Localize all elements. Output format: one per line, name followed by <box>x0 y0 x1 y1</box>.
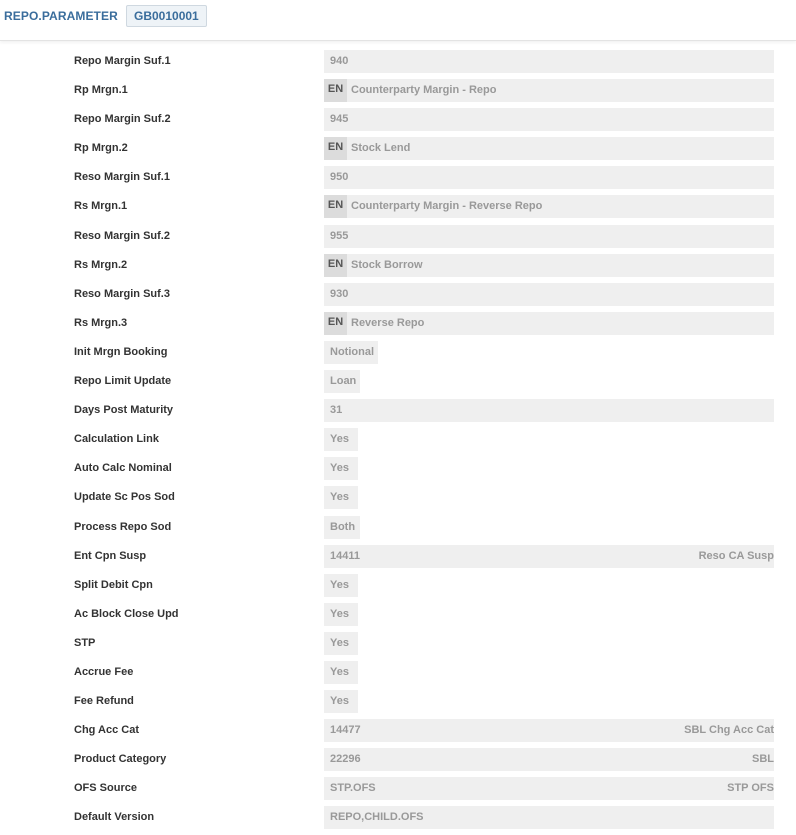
field-value: REPO,CHILD.OFS <box>330 811 424 824</box>
field-description: STP OFS <box>727 782 774 795</box>
field-label: Rs Mrgn.1 <box>74 200 128 213</box>
field-value: Yes <box>330 491 349 504</box>
rs-mrgn-1-field[interactable] <box>324 195 774 218</box>
field-label: Product Category <box>74 753 167 766</box>
field-row-ent-cpn-susp <box>0 542 796 571</box>
field-row-product-category <box>0 745 796 774</box>
chg-acc-cat-field[interactable] <box>324 719 774 742</box>
field-row-auto-calc-nominal <box>0 454 796 483</box>
field-label: Rp Mrgn.2 <box>74 142 128 155</box>
days-post-maturity-field[interactable] <box>324 399 774 422</box>
update-sc-pos-sod-field[interactable] <box>324 486 358 509</box>
rp-mrgn-2-field[interactable] <box>324 137 774 160</box>
field-row-fee-refund <box>0 687 796 716</box>
field-label: Rs Mrgn.2 <box>74 258 128 271</box>
product-category-field[interactable] <box>324 748 774 771</box>
field-label: Days Post Maturity <box>74 404 174 417</box>
field-row-chg-acc-cat <box>0 716 796 745</box>
field-value: Yes <box>330 665 349 678</box>
ac-block-close-upd-field[interactable] <box>324 603 358 626</box>
field-label: Auto Calc Nominal <box>74 462 172 475</box>
field-label: Repo Limit Update <box>74 375 172 388</box>
field-label: Accrue Fee <box>74 665 134 678</box>
field-value: 31 <box>330 404 343 417</box>
field-value: Yes <box>330 636 349 649</box>
reso-margin-suf-3-field[interactable] <box>324 283 774 306</box>
field-label: Init Mrgn Booking <box>74 345 168 358</box>
field-row-split-debit-cpn <box>0 571 796 600</box>
field-label: Reso Margin Suf.1 <box>74 171 170 184</box>
rp-mrgn-1-field[interactable] <box>324 79 774 102</box>
field-list <box>0 47 796 833</box>
field-value: Both <box>330 520 356 533</box>
field-label: Fee Refund <box>74 695 134 708</box>
language-tag[interactable]: EN <box>324 137 347 160</box>
auto-calc-nominal-field[interactable] <box>324 457 358 480</box>
field-value: Counterparty Margin - Repo <box>351 84 497 97</box>
field-label: Calculation Link <box>74 433 159 446</box>
field-value: Reverse Repo <box>351 316 425 329</box>
field-row-stp <box>0 629 796 658</box>
ent-cpn-susp-field[interactable] <box>324 545 774 568</box>
field-row-rs-mrgn-1 <box>0 192 796 221</box>
default-version-field[interactable] <box>324 806 774 829</box>
ofs-source-field[interactable] <box>324 777 774 800</box>
field-row-reso-margin-suf-2 <box>0 222 796 251</box>
field-value: 22296 <box>330 753 361 766</box>
rs-mrgn-2-field[interactable] <box>324 254 774 277</box>
repo-margin-suf-1-field[interactable] <box>324 50 774 73</box>
field-value: Yes <box>330 695 349 708</box>
rs-mrgn-3-field[interactable] <box>324 312 774 335</box>
field-label: STP <box>74 636 96 649</box>
field-value: Yes <box>330 578 349 591</box>
record-id-badge[interactable]: GB0010001 <box>126 5 207 27</box>
init-mrgn-booking-field[interactable] <box>324 341 378 364</box>
field-row-reso-margin-suf-1 <box>0 163 796 192</box>
field-value: Loan <box>330 375 357 388</box>
language-tag[interactable]: EN <box>324 254 347 277</box>
field-value: 930 <box>330 287 349 300</box>
field-label: OFS Source <box>74 782 137 795</box>
field-value: 14477 <box>330 724 361 737</box>
reso-margin-suf-1-field[interactable] <box>324 166 774 189</box>
field-label: Reso Margin Suf.3 <box>74 287 170 300</box>
field-value: Yes <box>330 607 349 620</box>
field-label: Ent Cpn Susp <box>74 549 147 562</box>
field-value: 945 <box>330 113 349 126</box>
field-row-days-post-maturity <box>0 396 796 425</box>
field-row-ofs-source <box>0 774 796 803</box>
field-value: STP.OFS <box>330 782 376 795</box>
field-row-repo-margin-suf-2 <box>0 105 796 134</box>
field-label: Process Repo Sod <box>74 520 172 533</box>
language-tag[interactable]: EN <box>324 312 347 335</box>
field-label: Ac Block Close Upd <box>74 607 179 620</box>
field-row-accrue-fee <box>0 658 796 687</box>
field-label: Update Sc Pos Sod <box>74 491 175 504</box>
field-row-init-mrgn-booking <box>0 338 796 367</box>
field-description: SBL <box>752 753 774 766</box>
field-value: Notional <box>330 345 374 358</box>
field-value: Yes <box>330 462 349 475</box>
field-label: Rp Mrgn.1 <box>74 84 128 97</box>
field-row-rs-mrgn-2 <box>0 251 796 280</box>
field-value: Yes <box>330 433 349 446</box>
field-value: 955 <box>330 229 349 242</box>
field-row-ac-block-close-upd <box>0 600 796 629</box>
field-row-reso-margin-suf-3 <box>0 280 796 309</box>
field-label: Default Version <box>74 811 155 824</box>
field-row-rp-mrgn-1 <box>0 76 796 105</box>
field-row-rp-mrgn-2 <box>0 134 796 163</box>
header-bar <box>0 0 796 41</box>
reso-margin-suf-2-field[interactable] <box>324 225 774 248</box>
field-label: Rs Mrgn.3 <box>74 316 128 329</box>
language-tag[interactable]: EN <box>324 195 347 218</box>
field-row-rs-mrgn-3 <box>0 309 796 338</box>
stp-field[interactable] <box>324 632 358 655</box>
field-value: Stock Borrow <box>351 258 423 271</box>
fee-refund-field[interactable] <box>324 690 358 713</box>
field-label: Repo Margin Suf.1 <box>74 55 171 67</box>
field-row-update-sc-pos-sod <box>0 483 796 512</box>
field-value: Stock Lend <box>351 142 411 155</box>
field-label: Split Debit Cpn <box>74 578 153 591</box>
language-tag[interactable]: EN <box>324 79 347 102</box>
accrue-fee-field[interactable] <box>324 661 358 684</box>
field-row-calculation-link <box>0 425 796 454</box>
field-value: 950 <box>330 171 349 184</box>
field-label: Chg Acc Cat <box>74 724 139 737</box>
repo-limit-update-field[interactable] <box>324 370 360 393</box>
calculation-link-field[interactable] <box>324 428 358 451</box>
field-description: Reso CA Susp <box>698 549 774 562</box>
field-value: 14411 <box>330 549 360 562</box>
application-title: REPO.PARAMETER <box>4 9 118 23</box>
field-value: Counterparty Margin - Reverse Repo <box>351 200 543 213</box>
field-row-repo-margin-suf-1 <box>0 47 796 76</box>
process-repo-sod-field[interactable] <box>324 516 360 539</box>
field-value: 940 <box>330 55 349 67</box>
field-description: SBL Chg Acc Cat <box>684 724 774 737</box>
field-label: Repo Margin Suf.2 <box>74 113 171 126</box>
repo-margin-suf-2-field[interactable] <box>324 108 774 131</box>
field-row-process-repo-sod <box>0 513 796 542</box>
field-label: Reso Margin Suf.2 <box>74 229 170 242</box>
field-row-repo-limit-update <box>0 367 796 396</box>
split-debit-cpn-field[interactable] <box>324 574 358 597</box>
field-row-default-version <box>0 803 796 832</box>
